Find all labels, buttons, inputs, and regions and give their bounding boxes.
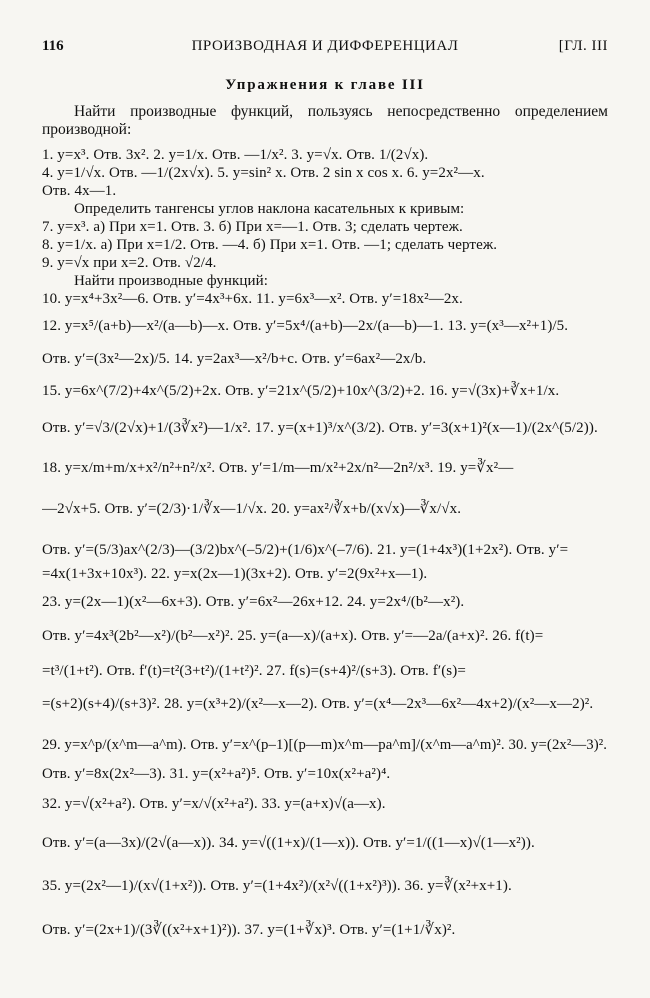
text-line: 7. y=x³. а) При x=1. Отв. 3. б) При x=—1. Отв. 3; сделать чертеж. xyxy=(42,219,463,235)
text-line: Отв. y′=(5/3)ax^(2/3)—(3/2)bx^(–5/2)+(1/6)x^(–7/6). 21. y=(1+4x³)(1+2x²). Отв. y′= xyxy=(42,542,569,558)
section-title: Упражнения к главе III xyxy=(225,77,425,93)
page-number: 116 xyxy=(42,38,64,54)
text-line: 23. y=(2x—1)(x²—6x+3). Отв. y′=6x²—26x+12. 24. y=2x⁴/(b²—x²). xyxy=(42,594,465,610)
text-line: Отв. y′=(3x²—2x)/5. 14. y=2ax³—x²/b+c. Отв. y′=6ax²—2x/b. xyxy=(42,351,427,367)
text-line: —2√x+5. Отв. y′=(2/3)·1/∛x—1/√x. 20. y=ax²/∛x+b/(x√x)—∛x/√x. xyxy=(42,501,462,517)
text-line: =(s+2)(s+4)/(s+3)². 28. y=(x³+2)/(x²—x—2). Отв. y′=(x⁴—2x³—6x²—4x+2)/(x²—x—2)². xyxy=(42,696,594,712)
text-line: Отв. 4x—1. xyxy=(42,183,117,199)
text-line: 12. y=x⁵/(a+b)—x²/(a—b)—x. Отв. y′=5x⁴/(a+b)—2x/(a—b)—1. 13. y=(x³—x²+1)/5. xyxy=(42,318,569,334)
text-line: Отв. y′=8x(2x²—3). 31. y=(x²+a²)⁵. Отв. y′=10x(x²+a²)⁴. xyxy=(42,766,391,782)
text-line: 1. y=x³. Отв. 3x². 2. y=1/x. Отв. —1/x². 3. y=√x. Отв. 1/(2√x). xyxy=(42,147,429,163)
text-line: Определить тангенсы углов наклона касательных к кривым: xyxy=(74,201,465,217)
text-line: =t³/(1+t²). Отв. f′(t)=t²(3+t²)/(1+t²)². 27. f(s)=(s+4)²/(s+3). Отв. f′(s)= xyxy=(42,663,466,679)
chapter-reference: [ГЛ. III xyxy=(558,38,608,54)
text-line: 4. y=1/√x. Отв. —1/(2x√x). 5. y=sin² x. Отв. 2 sin x cos x. 6. y=2x²—x. xyxy=(42,165,485,181)
text-line: Отв. y′=(2x+1)/(3∛((x²+x+1)²)). 37. y=(1+∛x)³. Отв. y′=(1+1/∛x)². xyxy=(42,922,456,938)
text-line: 35. y=(2x²—1)/(x√(1+x²)). Отв. y′=(1+4x²)/(x²√((1+x²)³)). 36. y=∛(x²+x+1). xyxy=(42,878,512,894)
text-line: 18. y=x/m+m/x+x²/n²+n²/x². Отв. y′=1/m—m/x²+2x/n²—2n²/x³. 19. y=∛x²— xyxy=(42,460,514,476)
text-line: Отв. y′=(a—3x)/(2√(a—x)). 34. y=√((1+x)/(1—x)). Отв. y′=1/((1—x)√(1—x²)). xyxy=(42,835,535,851)
text-line: Отв. y′=√3/(2√x)+1/(3∛x²)—1/x². 17. y=(x+1)³/x^(3/2). Отв. y′=3(x+1)²(x—1)/(2x^(5/2)). xyxy=(42,420,598,436)
text-line: 15. y=6x^(7/2)+4x^(5/2)+2x. Отв. y′=21x^(5/2)+10x^(3/2)+2. 16. y=√(3x)+∛x+1/x. xyxy=(42,383,560,399)
text-line: 10. y=x⁴+3x²—6. Отв. y′=4x³+6x. 11. y=6x³—x². Отв. y′=18x²—2x. xyxy=(42,291,463,307)
text-line: 8. y=1/x. а) При x=1/2. Отв. —4. б) При x=1. Отв. —1; сделать чертеж. xyxy=(42,237,498,253)
text-line: 32. y=√(x²+a²). Отв. y′=x/√(x²+a²). 33. y=(a+x)√(a—x). xyxy=(42,796,386,812)
text-line: 9. y=√x при x=2. Отв. √2/4. xyxy=(42,255,217,271)
chapter-title: ПРОИЗВОДНАЯ И ДИФФЕРЕНЦИАЛ xyxy=(191,38,459,54)
intro-paragraph: Найти производные функций, пользуясь непосредственно определением производной: xyxy=(42,103,608,138)
text-line: Отв. y′=4x³(2b²—x²)/(b²—x²)². 25. y=(a—x)/(a+x). Отв. y′=—2a/(a+x)². 26. f(t)= xyxy=(42,628,544,644)
page-header xyxy=(42,38,608,60)
text-line: 29. y=x^p/(x^m—a^m). Отв. y′=x^(p–1)[(p—m)x^m—pa^m]/(x^m—a^m)². 30. y=(2x²—3)². xyxy=(42,737,608,753)
text-line: Найти производные функций: xyxy=(74,273,269,289)
text-line: =4x(1+3x+10x³). 22. y=x(2x—1)(3x+2). Отв. y′=2(9x²+x—1). xyxy=(42,566,428,582)
